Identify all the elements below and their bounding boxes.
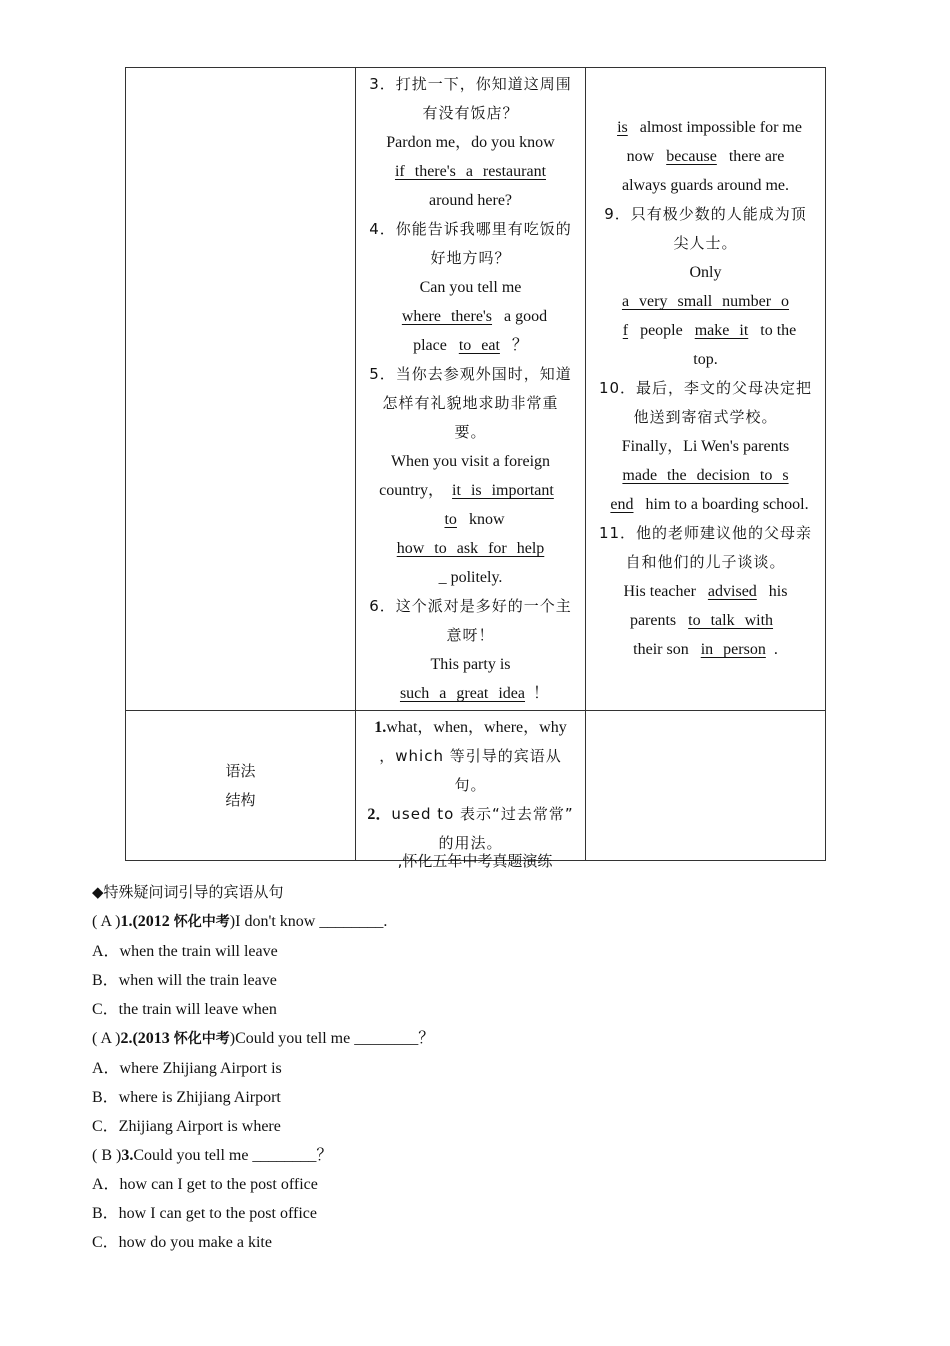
question-source: 怀化中考 [173, 1031, 230, 1047]
option-a: A．how can I get to the post office [92, 1176, 318, 1193]
item10-en-a: Finally，Li Wen's parents [621, 438, 790, 455]
item5-answer-3: how to ask for help [396, 540, 545, 557]
grammar-label-cell [126, 711, 356, 861]
sentences-cell-right [586, 68, 826, 711]
grammar-line3: 的用法。 [438, 834, 503, 852]
question-number: 1. [120, 913, 133, 930]
item3-en-a: Pardon me，do you know [386, 134, 555, 151]
item3-answer: if there's a restaurant [394, 163, 547, 180]
item9-en-c: to the [760, 322, 797, 339]
item4-en-b: a good [504, 308, 548, 325]
empty-cell [586, 711, 826, 861]
option-b: B．when will the train leave [92, 972, 277, 989]
table-row [126, 68, 826, 711]
section-title: ,怀化五年中考真题演练 [397, 852, 553, 870]
item8-answer-2: because [666, 148, 717, 165]
answer-mark: ( A ) [92, 1030, 121, 1047]
item5-en-c: know [468, 511, 505, 528]
item5-en-b: country， [379, 482, 445, 499]
answer-mark: ( B ) [92, 1147, 122, 1164]
subsection-heading: ◆特殊疑问词引导的宾语从句 [92, 883, 284, 901]
item11-en-b: his [768, 583, 788, 600]
item8-en-d: always guards around me. [621, 177, 790, 194]
item5-en-a: When you visit a foreign [390, 453, 551, 470]
option-c: C．Zhijiang Airport is where [92, 1118, 281, 1135]
item9-en-a: Only [689, 264, 722, 281]
item10-answer-a: made the decision to s [622, 467, 789, 484]
item8-answer-1: is [617, 119, 628, 136]
item5-en-d: _ politely. [438, 569, 503, 586]
option-c: C．how do you make a kite [92, 1234, 272, 1251]
item5-answer-2: to [444, 511, 457, 528]
item9-answer-1a: a very small number o [621, 293, 790, 310]
question-3 [92, 1141, 434, 1170]
item11-answer-2: to talk with [688, 612, 774, 629]
question-stem: Could you tell me ________？ [133, 1147, 333, 1164]
question-source: 怀化中考 [173, 914, 230, 930]
option-a: A．when the train will leave [92, 943, 278, 960]
option-b: B．where is Zhijiang Airport [92, 1089, 281, 1106]
item6-cn-b: 意呀！ [446, 626, 495, 644]
question-stem: )I don't know ________. [229, 913, 388, 930]
question-2 [92, 1024, 434, 1054]
item4-cn-a: 4．你能告诉我哪里有吃饭的 [369, 220, 572, 238]
item11-en-a: His teacher [623, 583, 696, 600]
item9-en-b: people [640, 322, 683, 339]
item4-en-c: place [413, 337, 447, 354]
item9-en-d: top. [693, 351, 718, 368]
item5-cn-a: 5．当你去参观外国时，知道 [369, 365, 572, 383]
grammar-line1b: ，which 等引导的宾语从句。 [379, 747, 562, 794]
item3-cn-b: 有没有饭店？ [422, 104, 519, 122]
item5-cn-b: 怎样有礼貌地求助非常重 [382, 394, 559, 412]
item11-cn-b: 自和他们的儿子谈谈。 [625, 553, 786, 571]
grammar-num-1: 1. [374, 719, 387, 736]
item9-answer-2: make it [694, 322, 749, 339]
question-number: 3. [121, 1147, 134, 1164]
empty-cell [126, 68, 356, 711]
grammar-label-b: 结构 [225, 790, 256, 809]
item4-answer-1: where there's [401, 308, 493, 325]
item6-answer: such a great idea [399, 685, 526, 702]
item11-cn-a: 11．他的老师建议他的父母亲 [598, 524, 813, 542]
answer-mark: ( A ) [92, 913, 121, 930]
item10-cn-a: 10．最后，李文的父母决定把 [598, 379, 813, 397]
question-year: (2013 [132, 1030, 170, 1047]
grammar-line2: used to 表示“过去常常” [391, 805, 574, 823]
item11-en-e: . [773, 641, 778, 658]
item9-cn-a: 9．只有极少数的人能成为顶 [604, 205, 807, 223]
question-1 [92, 907, 434, 937]
vocabulary-table [125, 67, 826, 861]
item3-en-b: around here? [428, 192, 513, 209]
item9-cn-b: 尖人士。 [673, 234, 738, 252]
grammar-label-a: 语法 [225, 761, 256, 780]
option-c: C．the train will leave when [92, 1001, 277, 1018]
item6-en-b: ！ [533, 685, 550, 702]
item6-en-a: This party is [430, 656, 511, 673]
item11-en-c: parents [629, 612, 677, 629]
grammar-content-cell [356, 711, 586, 861]
item10-en-b: him to a boarding school. [645, 496, 809, 513]
sentences-cell-middle [356, 68, 586, 711]
item11-en-d: their son [633, 641, 689, 658]
item4-en-d: ？ [511, 337, 528, 354]
grammar-line1a: what，when，where，why [386, 719, 567, 736]
item11-answer-3: in person [700, 641, 766, 658]
option-b: B．how I can get to the post office [92, 1205, 317, 1222]
question-number: 2. [120, 1030, 133, 1047]
question-stem: )Could you tell me ________？ [229, 1030, 435, 1047]
item5-answer-1: it is important [452, 482, 554, 499]
grammar-num-2: 2． [367, 806, 392, 823]
item8-en-c: there are [728, 148, 785, 165]
item10-answer-b: end [610, 496, 634, 513]
item4-en-a: Can you tell me [419, 279, 522, 296]
item3-cn-a: 3．打扰一下，你知道这周围 [369, 75, 572, 93]
item10-cn-b: 他送到寄宿式学校。 [633, 408, 778, 426]
item8-en-a: almost impossible for me [639, 119, 802, 136]
table-row [126, 711, 826, 861]
item5-cn-c: 要。 [454, 423, 487, 441]
option-a: A．where Zhijiang Airport is [92, 1060, 282, 1077]
item4-answer-2: to eat [458, 337, 500, 354]
exercise-list [92, 878, 434, 1257]
item11-answer-1: advised [707, 583, 757, 600]
item4-cn-b: 好地方吗？ [430, 249, 511, 267]
item8-en-b: now [626, 148, 655, 165]
item6-cn-a: 6．这个派对是多好的一个主 [369, 597, 572, 615]
question-year: (2012 [132, 913, 170, 930]
item9-answer-1b: f [622, 322, 629, 339]
